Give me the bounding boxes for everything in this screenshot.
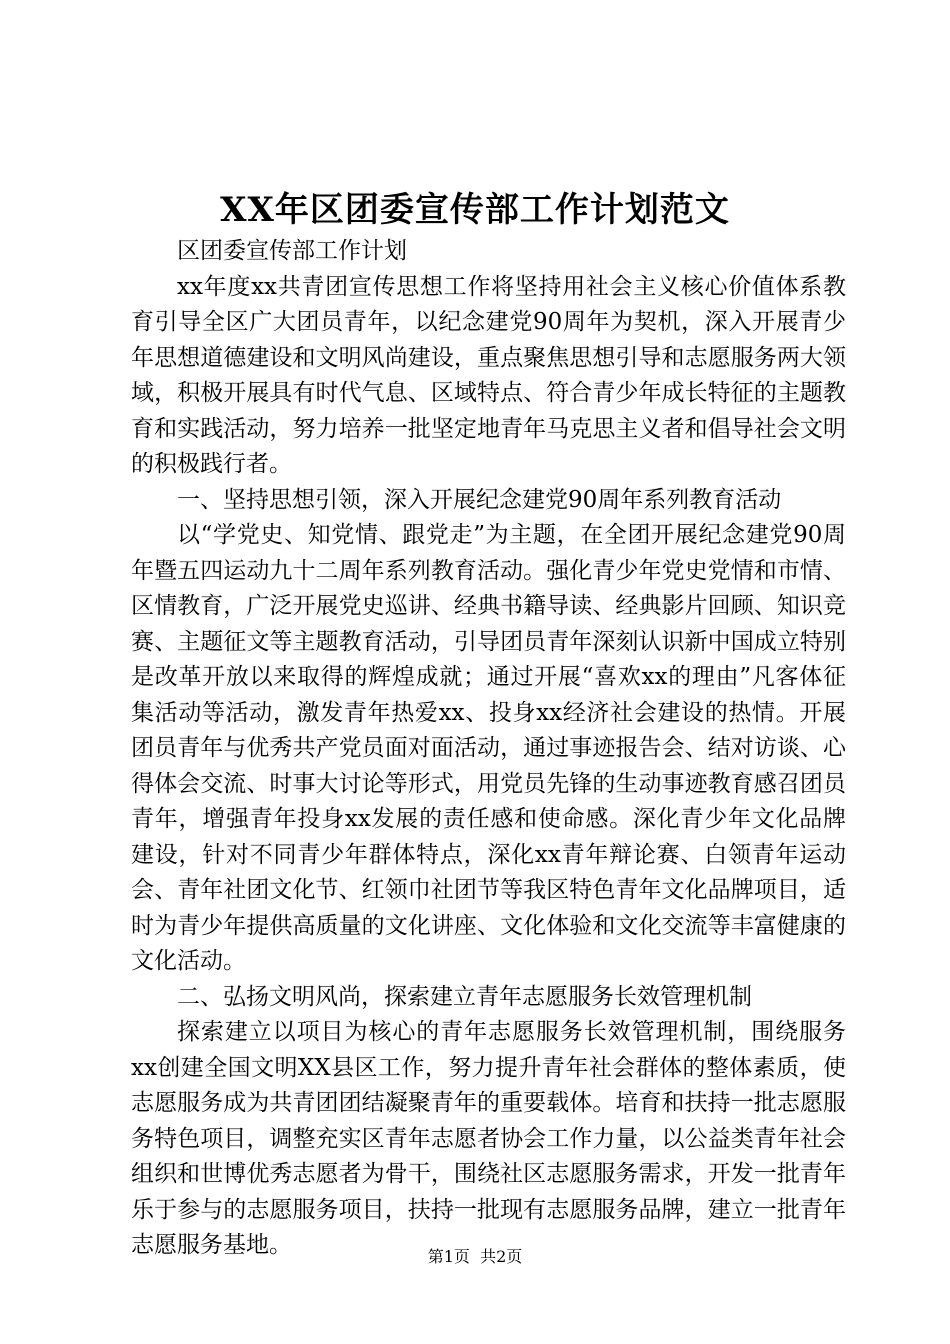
footer-separator [470,1247,480,1266]
document-body [131,234,846,1264]
section-heading-1: 一、坚持思想引领，深入开展纪念建党90周年系列教育活动 [177,486,782,513]
paragraph-section-2: 探索建立以项目为核心的青年志愿服务长效管理机制，围绕服务xx创建全国文明XX县区工作，努力提升青年社会群体的整体素质，使志愿服务成为共青团团结凝聚青年的重要载体。培育和扶持一批志愿服务特色项目，调整充实区青年志愿者协会工作力量，以公益类青年社会组织和世博优秀志愿者为骨干，围绕社区志愿服务需求，开发一批青年乐于参与的志愿服务项目，扶持一批现有志愿服务品牌，建立一批青年志愿服务基地。 [131,1019,846,1258]
section-heading-2: 二、弘扬文明风尚，探索建立青年志愿服务长效管理机制 [177,983,752,1010]
page-footer [0,1245,950,1269]
page-title: XX年区团委宣传部工作计划范文 [220,190,730,230]
page-number-total: 共2页 [480,1247,523,1266]
paragraph-intro: xx年度xx共青团宣传思想工作将坚持用社会主义核心价值体系教育引导全区广大团员青年，以纪念建党90周年为契机，深入开展青少年思想道德建设和文明风尚建设，重点聚焦思想引导和志愿服务两大领域，积极开展具有时代气息、区域特点、符合青少年成长特征的主题教育和实践活动，努力培养一批坚定地青年马克思主义者和倡导社会文明的积极践行者。 [131,273,846,477]
paragraph-section-1: 以“学党史、知党情、跟党走”为主题，在全团开展纪念建党90周年暨五四运动九十二周年系列教育活动。强化青少年党史党情和市情、区情教育，广泛开展党史巡讲、经典书籍导读、经典影片回顾、知识竞赛、主题征文等主题教育活动，引导团员青年深刻认识新中国成立特别是改革开放以来取得的辉煌成就；通过开展“喜欢xx的理由”凡客体征集活动等活动，激发青年热爱xx、投身xx经济社会建设的热情。开展团员青年与优秀共产党员面对面活动，通过事迹报告会、结对访谈、心得体会交流、时事大讨论等形式，用党员先锋的生动事迹教育感召团员青年，增强青年投身xx发展的责任感和使命感。深化青少年文化品牌建设，针对不同青少年群体特点，深化xx青年辩论赛、白领青年运动会、青年社团文化节、红领巾社团节等我区特色青年文化品牌项目，适时为青少年提供高质量的文化讲座、文化体验和文化交流等丰富健康的文化活动。 [131,522,846,974]
page-number-current: 第1页 [427,1247,470,1266]
paragraph-subtitle: 区团委宣传部工作计划 [177,238,407,264]
